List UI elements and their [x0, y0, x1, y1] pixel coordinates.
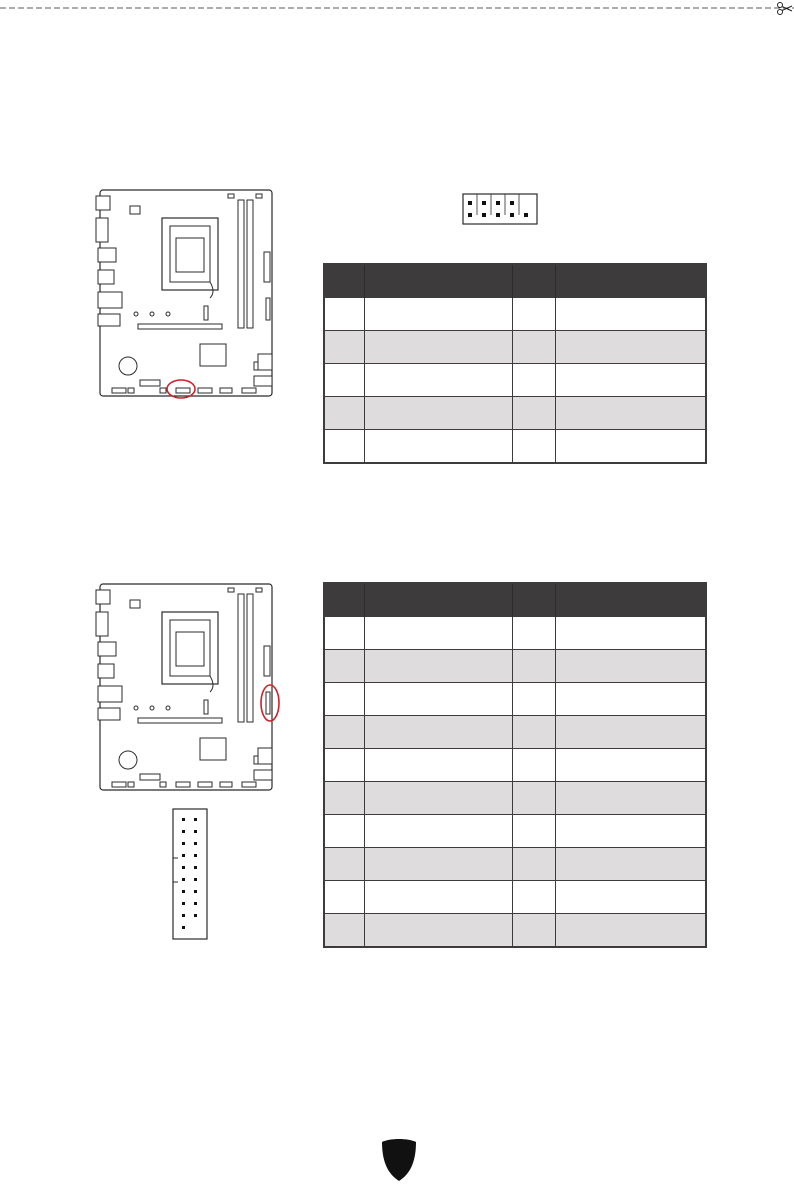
table-cell	[555, 914, 706, 948]
table-cell	[364, 650, 513, 683]
table-cell	[513, 397, 555, 430]
table-cell	[364, 298, 513, 331]
table-cell	[364, 716, 513, 749]
table-cell	[555, 782, 706, 815]
table-cell	[364, 749, 513, 782]
connector-pin-diagram-top	[462, 193, 538, 230]
connector-pin-diagram-bottom	[172, 808, 208, 945]
table-row	[324, 430, 706, 464]
table-row	[324, 617, 706, 650]
table-header-row	[324, 583, 706, 617]
table-cell	[324, 749, 364, 782]
motherboard-diagram-top	[94, 188, 278, 400]
table-cell	[364, 782, 513, 815]
table-cell	[513, 617, 555, 650]
table-cell	[324, 815, 364, 848]
table-cell	[513, 650, 555, 683]
table-cell	[364, 364, 513, 397]
table-header-row	[324, 264, 706, 298]
table-cell	[555, 848, 706, 881]
table-cell	[513, 430, 555, 464]
table-header-cell	[324, 264, 364, 298]
table-row	[324, 650, 706, 683]
table-cell	[364, 683, 513, 716]
table-cell	[324, 397, 364, 430]
table-cell	[555, 298, 706, 331]
table-cell	[555, 749, 706, 782]
motherboard-diagram-icon	[94, 188, 278, 400]
table-header-cell	[513, 264, 555, 298]
motherboard-diagram-icon	[94, 582, 284, 794]
2x10-pin-header-icon	[172, 808, 208, 940]
table-cell	[555, 683, 706, 716]
table-cell	[555, 397, 706, 430]
table-header-cell	[364, 264, 513, 298]
table-row	[324, 397, 706, 430]
table-cell	[513, 914, 555, 948]
table-cell	[555, 650, 706, 683]
table-cell	[513, 749, 555, 782]
table-cell	[364, 815, 513, 848]
table-cell	[324, 914, 364, 948]
table-row	[324, 298, 706, 331]
table-cell	[364, 848, 513, 881]
shield-logo-icon	[380, 1138, 418, 1182]
table-cell	[513, 331, 555, 364]
table-cell	[364, 331, 513, 364]
table-row	[324, 815, 706, 848]
table-cell	[364, 397, 513, 430]
cut-line	[0, 0, 794, 30]
table-header-cell	[555, 583, 706, 617]
table-cell	[513, 683, 555, 716]
table-cell	[364, 881, 513, 914]
pin-definition-table-top	[323, 263, 707, 464]
table-cell	[324, 683, 364, 716]
pin-definition-table-bottom	[323, 582, 707, 948]
footer-logo	[380, 1138, 418, 1187]
table-cell	[324, 430, 364, 464]
table-cell	[555, 716, 706, 749]
table-cell	[324, 298, 364, 331]
table-row	[324, 364, 706, 397]
table-cell	[555, 364, 706, 397]
table-cell	[513, 298, 555, 331]
table-cell	[364, 617, 513, 650]
table-row	[324, 749, 706, 782]
table-cell	[364, 430, 513, 464]
table-cell	[324, 364, 364, 397]
table-row	[324, 716, 706, 749]
table-cell	[555, 815, 706, 848]
table-header-cell	[324, 583, 364, 617]
table-cell	[513, 364, 555, 397]
table-cell	[555, 430, 706, 464]
table-row	[324, 782, 706, 815]
table-cell	[555, 617, 706, 650]
table-cell	[513, 716, 555, 749]
table-cell	[324, 716, 364, 749]
table-cell	[324, 848, 364, 881]
table-row	[324, 683, 706, 716]
table-row	[324, 848, 706, 881]
table-cell	[324, 617, 364, 650]
table-cell	[324, 782, 364, 815]
2x5-pin-header-icon	[462, 193, 538, 225]
table-header-cell	[555, 264, 706, 298]
table-cell	[324, 881, 364, 914]
table-cell	[513, 848, 555, 881]
table-row	[324, 331, 706, 364]
table-cell	[513, 782, 555, 815]
table-header-cell	[513, 583, 555, 617]
table-cell	[513, 881, 555, 914]
table-row	[324, 881, 706, 914]
table-cell	[513, 815, 555, 848]
table-cell	[555, 881, 706, 914]
table-cell	[324, 650, 364, 683]
table-cell	[555, 331, 706, 364]
scissors-icon	[778, 3, 793, 15]
table-cell	[364, 914, 513, 948]
table-cell	[324, 331, 364, 364]
motherboard-diagram-bottom	[94, 582, 284, 794]
table-header-cell	[364, 583, 513, 617]
table-row	[324, 914, 706, 948]
